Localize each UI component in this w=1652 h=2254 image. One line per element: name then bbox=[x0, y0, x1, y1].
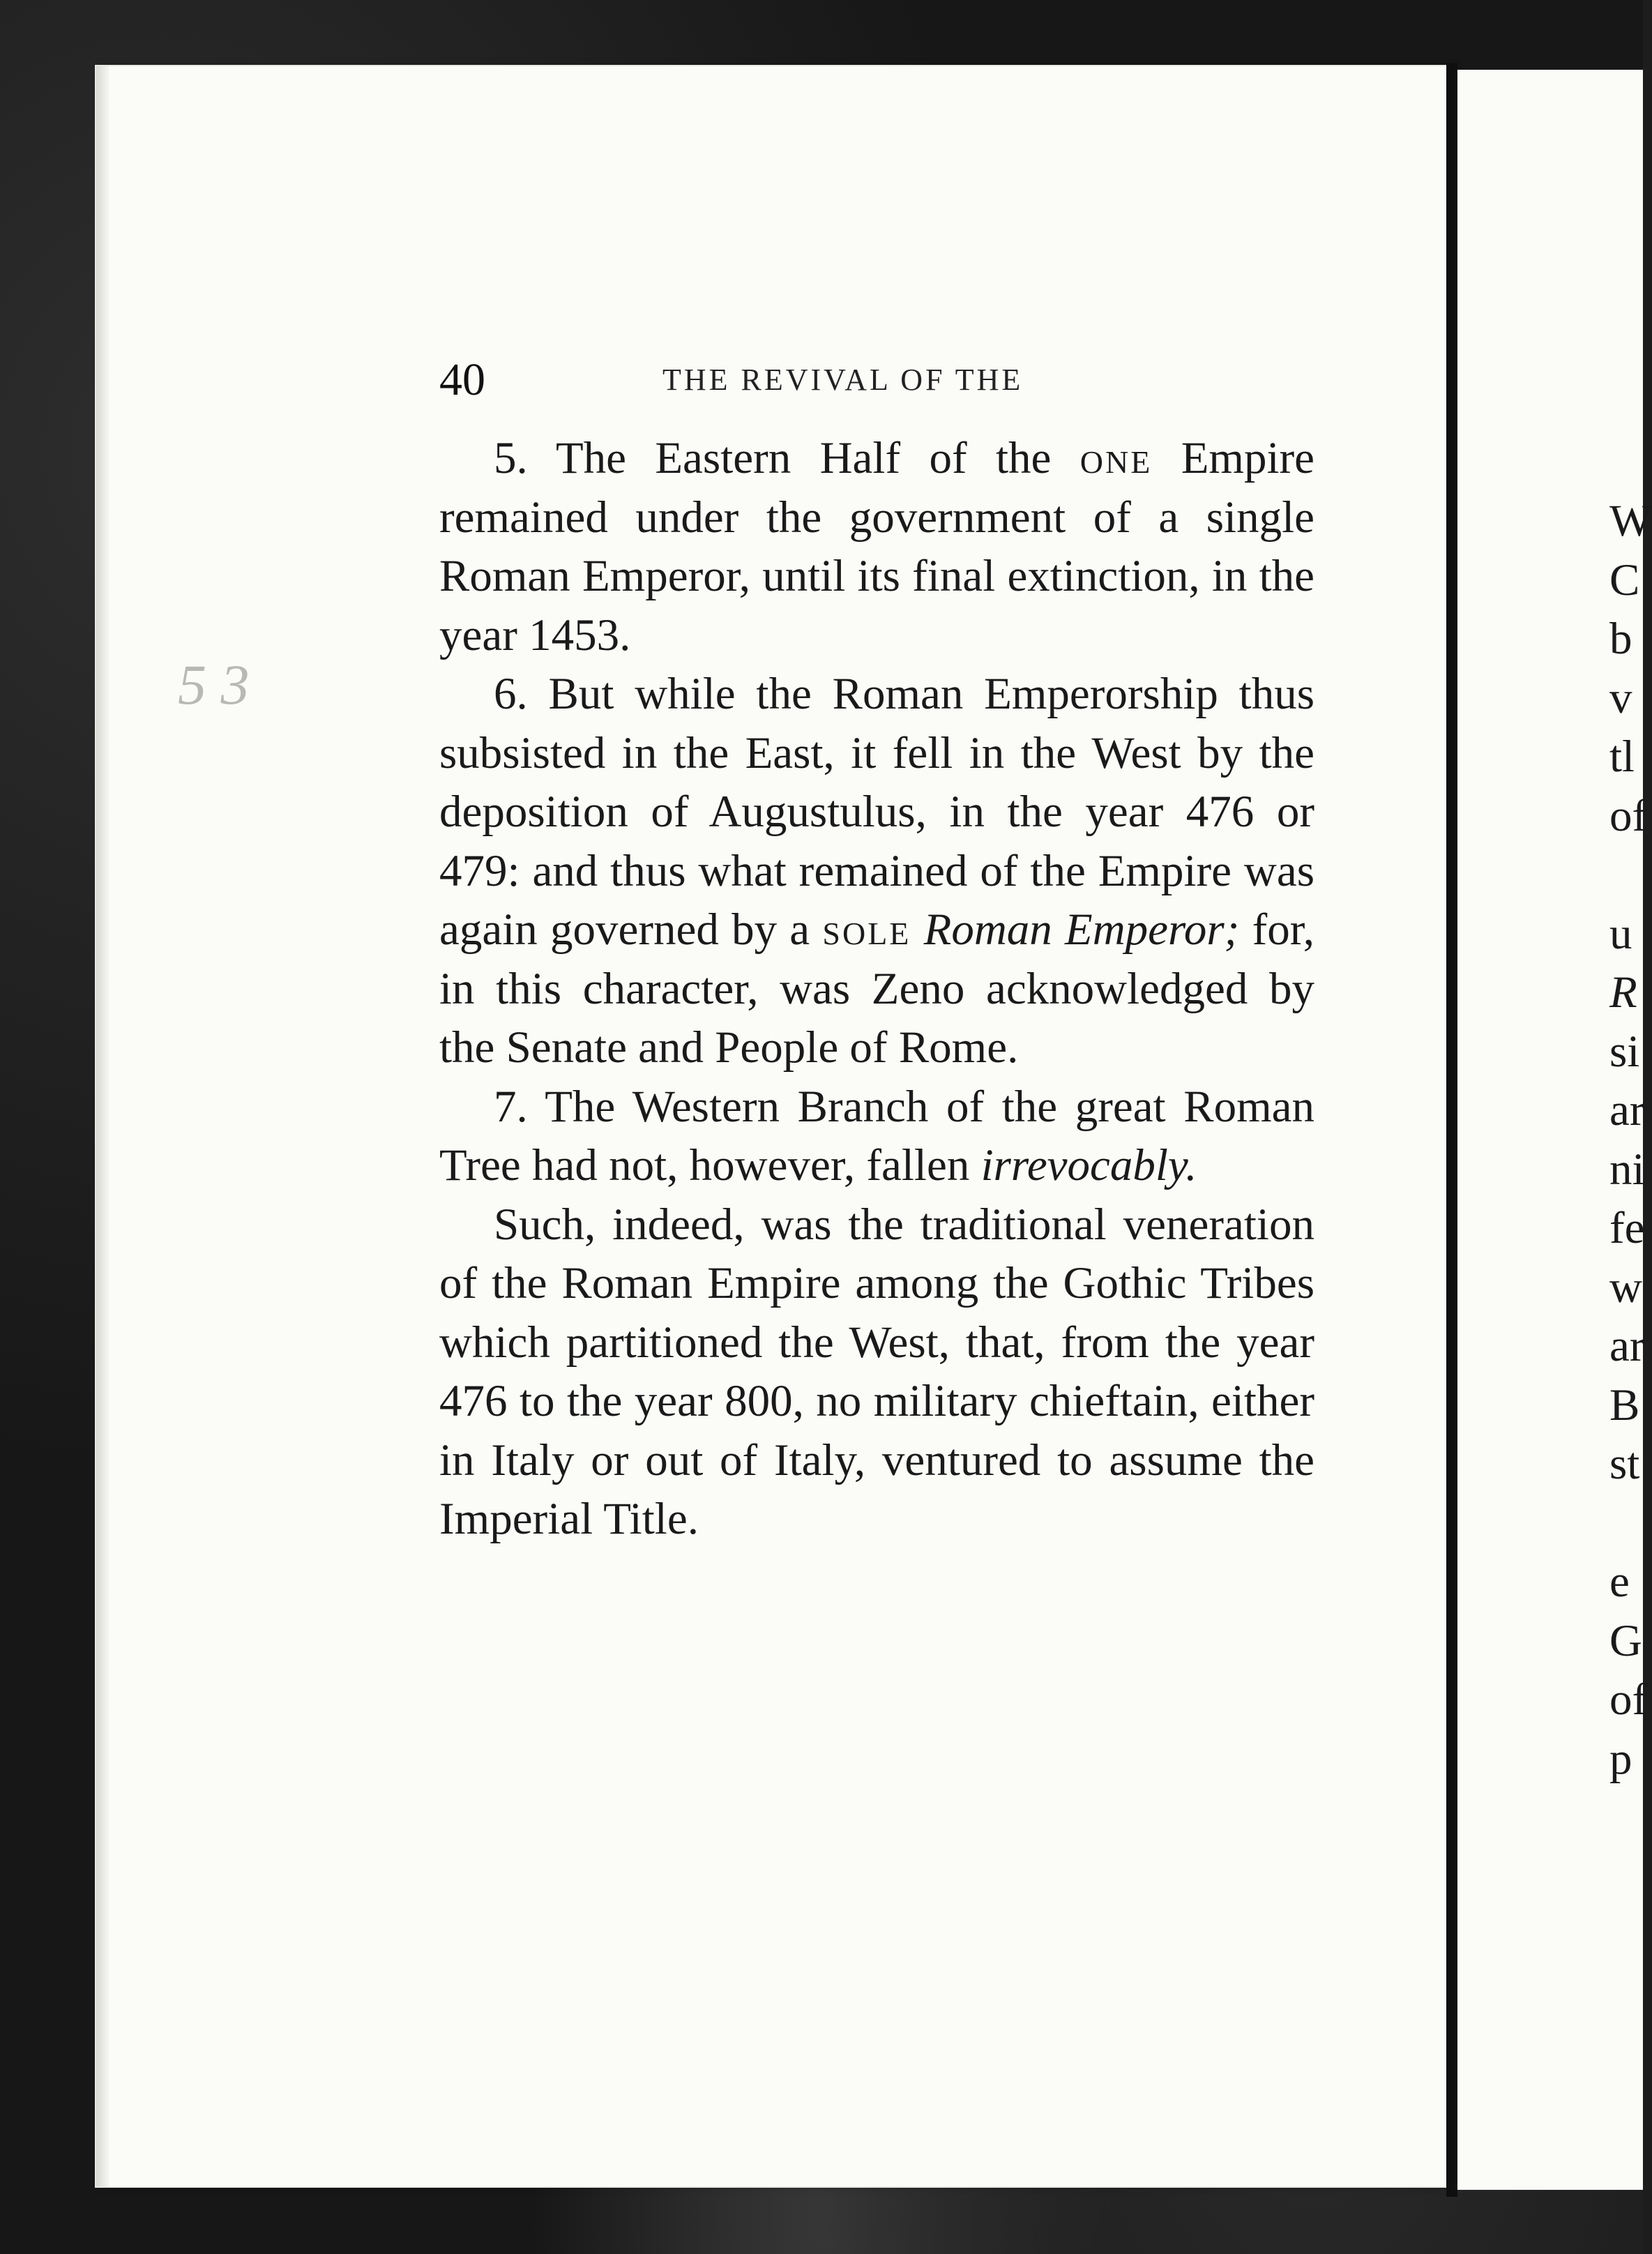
paragraph-text: for, in this character, was Zeno acknowledged by the Senate and People of Rome. bbox=[439, 905, 1315, 1073]
italic-phrase: Roman Emperor; bbox=[923, 905, 1240, 955]
italic-phrase: irrevocably. bbox=[980, 1140, 1197, 1190]
facing-line: tl bbox=[1609, 732, 1635, 782]
facing-line: p bbox=[1609, 1733, 1632, 1784]
facing-line: st bbox=[1609, 1439, 1640, 1489]
paragraph-number: 7. bbox=[494, 1081, 528, 1132]
paragraph-7 bbox=[439, 1077, 1314, 1195]
paragraph-text: But while the Roman Emperorship thus subsisted in the East, it fell in the West by the deposition of Augustulus, in the year 476 or 479: and thus what remained of the Empire was again governed by a bbox=[439, 669, 1315, 955]
facing-gap bbox=[1609, 1494, 1643, 1553]
facing-gap bbox=[1609, 845, 1643, 905]
paragraph-number: 5. bbox=[494, 433, 528, 483]
paragraph-text: The Western Branch of the great Roman Tree had not, however, fallen bbox=[439, 1081, 1314, 1190]
facing-line: of bbox=[1609, 790, 1648, 841]
margin-pencil-note: 5 3 bbox=[178, 653, 250, 716]
book-gutter bbox=[1446, 63, 1457, 2197]
facing-line: ni bbox=[1609, 1144, 1645, 1195]
paragraph-text: Empire remained under the government of a single Roman Emperor, until its final extinction, in the year 1453. bbox=[439, 433, 1315, 660]
small-caps-word: one bbox=[1079, 433, 1153, 483]
paragraph-number: 6. bbox=[494, 669, 528, 719]
facing-line: W bbox=[1609, 496, 1652, 546]
facing-line: ar bbox=[1609, 1085, 1645, 1135]
facing-line: b bbox=[1609, 614, 1632, 664]
facing-line: ar bbox=[1609, 1321, 1645, 1371]
facing-line: B bbox=[1609, 1379, 1640, 1430]
small-caps-word: sole bbox=[822, 905, 911, 955]
facing-italic: R bbox=[1609, 967, 1637, 1018]
facing-line bbox=[1609, 963, 1643, 1022]
page-edge bbox=[96, 66, 109, 2186]
facing-page-text bbox=[1609, 492, 1652, 1788]
facing-line: C bbox=[1609, 554, 1640, 605]
facing-line: G bbox=[1609, 1615, 1642, 1666]
facing-line: of bbox=[1609, 1674, 1648, 1725]
facing-line: fe bbox=[1609, 1203, 1645, 1253]
paragraph-text: The Eastern Half of the bbox=[555, 433, 1052, 483]
running-head: THE REVIVAL OF THE bbox=[662, 363, 1024, 397]
facing-line: u bbox=[1609, 908, 1632, 959]
facing-line: si bbox=[1609, 1026, 1640, 1077]
facing-line: w bbox=[1609, 1262, 1642, 1313]
page-number: 40 bbox=[439, 354, 485, 405]
facing-line: v bbox=[1609, 672, 1632, 723]
facing-line: e bbox=[1609, 1557, 1630, 1607]
paragraph-6 bbox=[439, 665, 1314, 1077]
paragraph-such: Such, indeed, was the traditional veneration of the Roman Empire among the Gothic Tribes which partitioned the West, that, from the year 476 to the year 800, no military chieftain, either in Italy or out of Italy, ventured to assume the Imperial Title. bbox=[439, 1199, 1314, 1544]
body-text bbox=[439, 429, 1314, 1549]
paragraph-5 bbox=[439, 429, 1314, 665]
page-header bbox=[439, 352, 1311, 408]
